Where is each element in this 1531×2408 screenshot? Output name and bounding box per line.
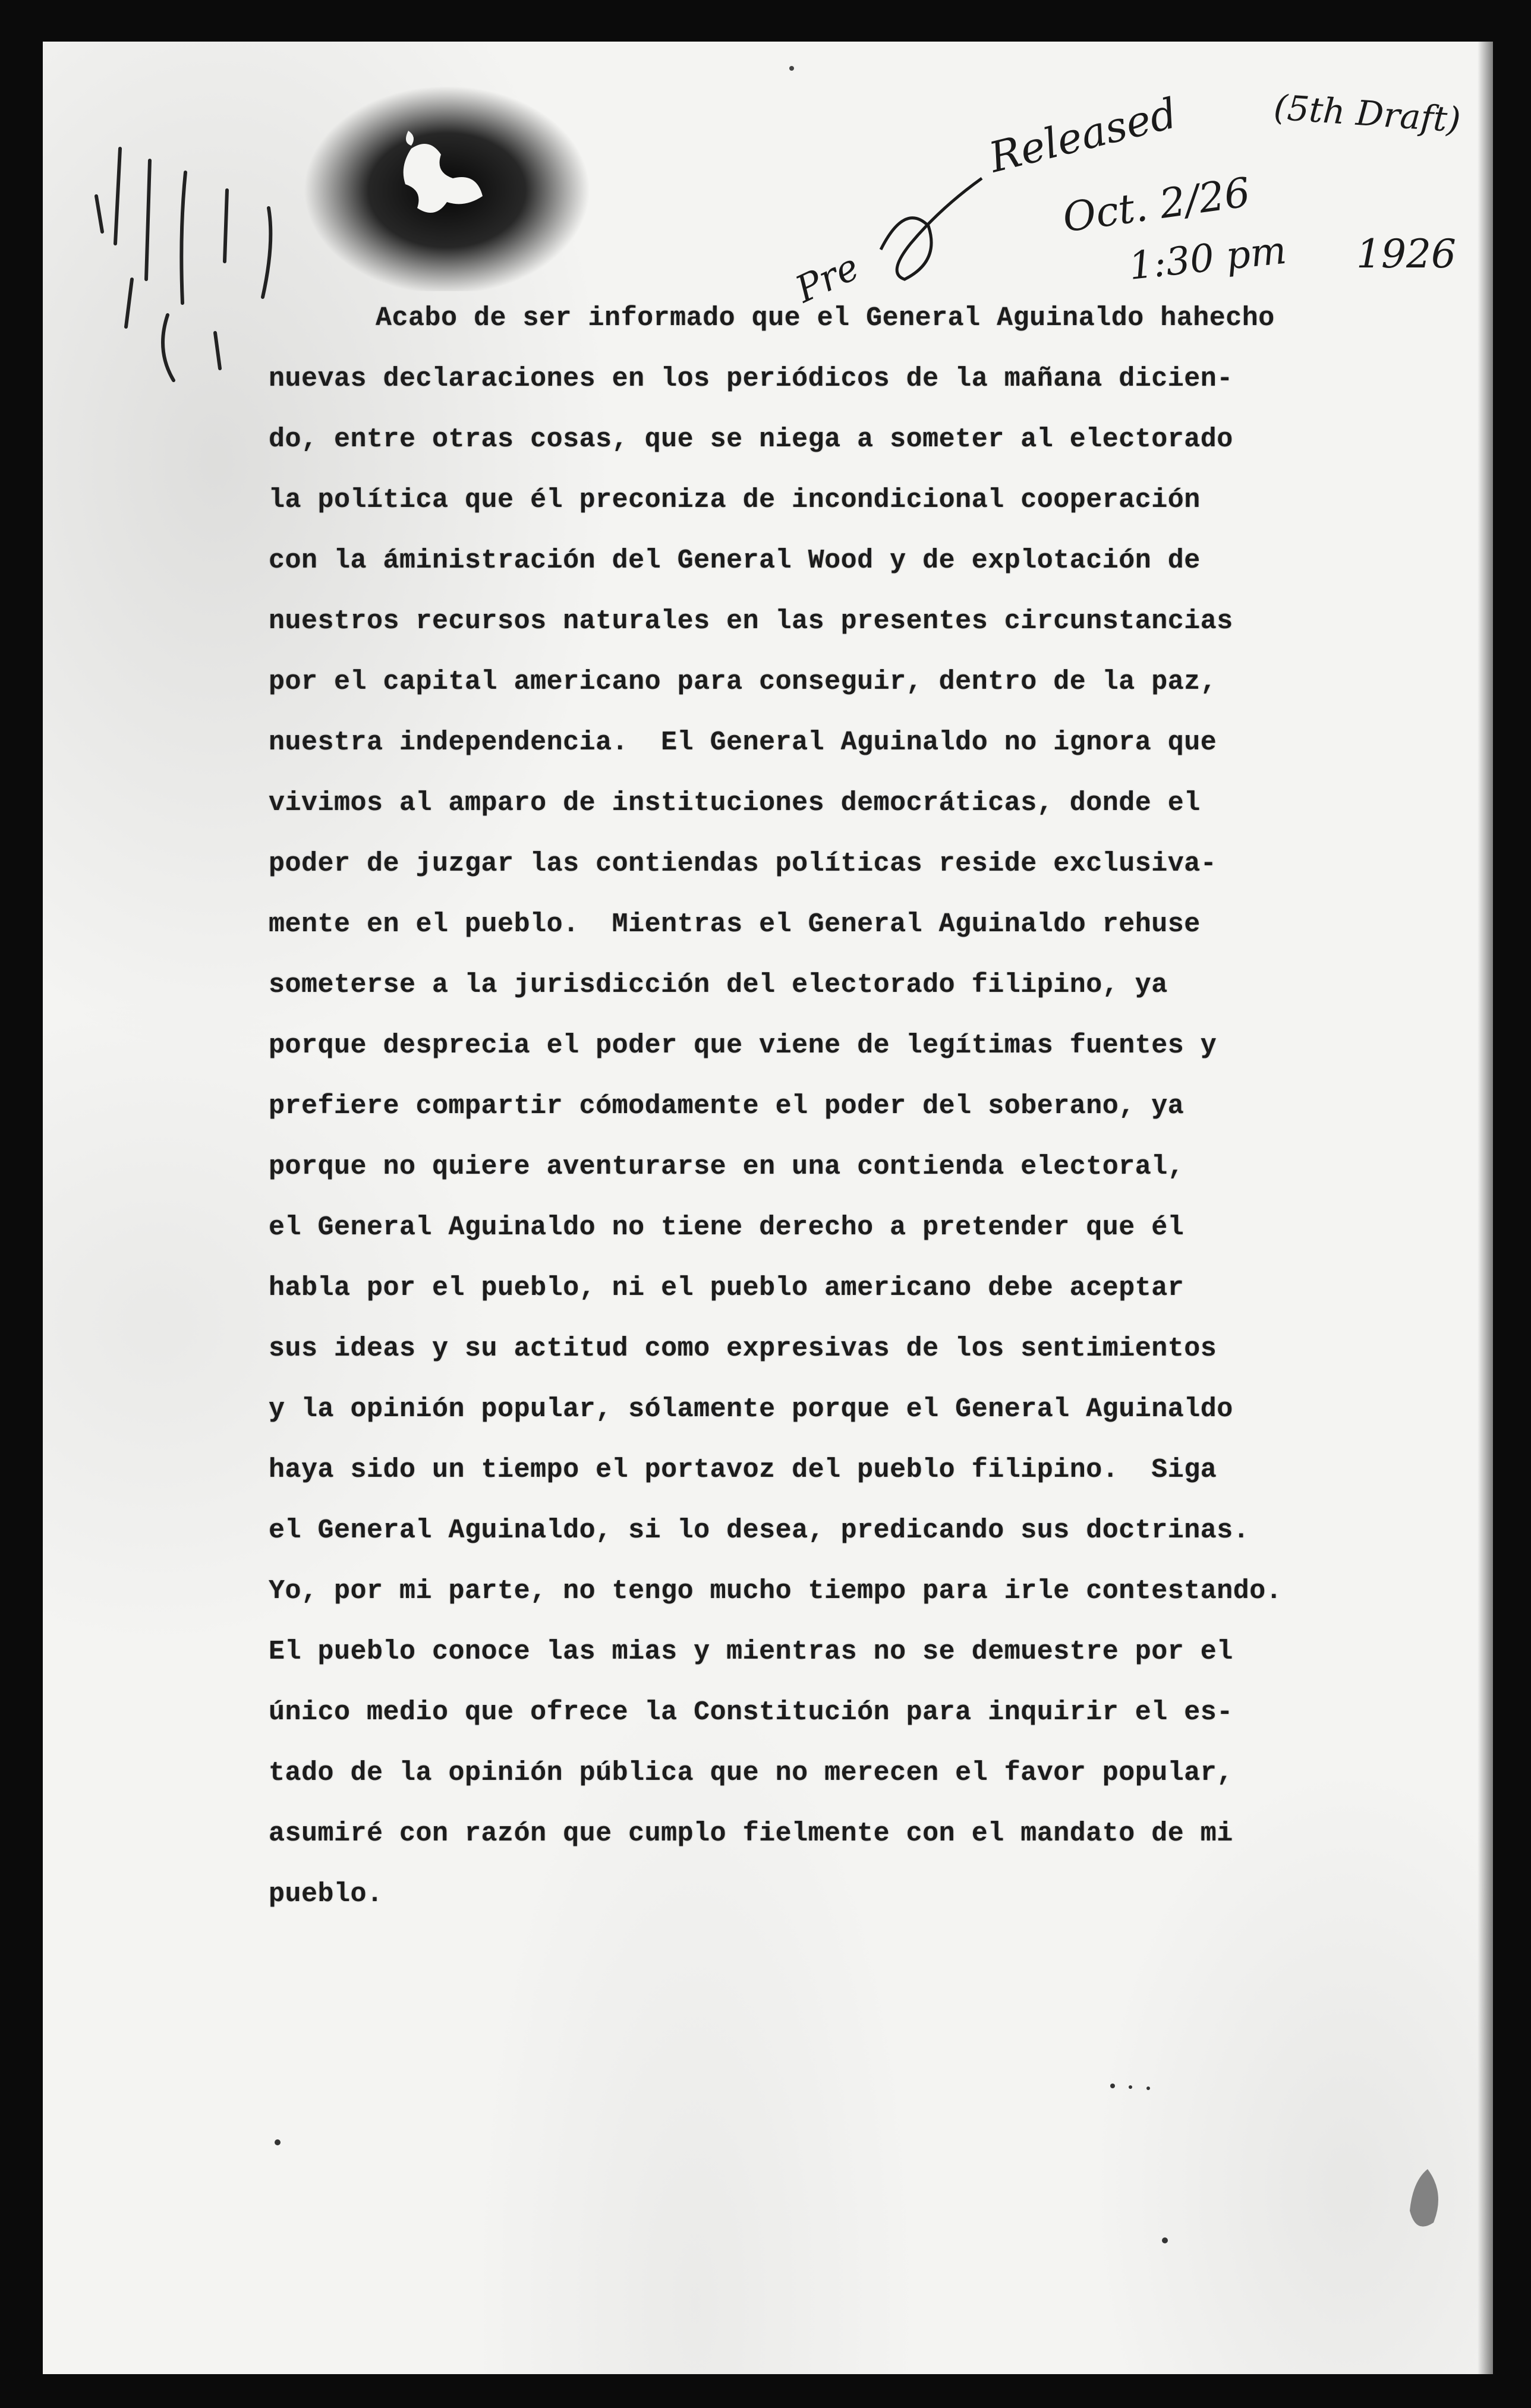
body-line: nuevas declaraciones en los periódicos de la mañana dicien- [269, 364, 1233, 394]
paper-right-edge-shadow [1478, 42, 1493, 2374]
body-line: por el capital americano para conseguir, dentro de la paz, [269, 667, 1217, 697]
body-line: vivimos al amparo de instituciones democráticas, donde el [269, 788, 1201, 818]
body-line: único medio que ofrece la Constitución para inquirir el es- [269, 1697, 1233, 1728]
body-line: el General Aguinaldo no tiene derecho a pretender que él [269, 1212, 1185, 1243]
body-line: nuestra independencia. El General Aguinaldo no ignora que [269, 727, 1217, 758]
body-line: tado de la opinión pública que no merecen el favor popular, [269, 1758, 1233, 1788]
body-line: sus ideas y su actitud como expresivas de los sentimientos [269, 1334, 1217, 1364]
body-line: Yo, por mi parte, no tengo mucho tiempo para irle contestando. [269, 1576, 1283, 1606]
body-line: poder de juzgar las contiendas políticas reside exclusiva- [269, 849, 1217, 879]
draft-note: (5th Draft) [1272, 87, 1462, 140]
body-line: someterse a la jurisdicción del electorado filipino, ya [269, 970, 1168, 1000]
letter-body [269, 288, 1445, 1925]
body-line: el General Aguinaldo, si lo desea, predicando sus doctrinas. [269, 1515, 1250, 1546]
body-line: pueblo. [269, 1879, 383, 1909]
handwritten-annotations [786, 53, 1487, 315]
body-line: haya sido un tiempo el portavoz del pueblo filipino. Siga [269, 1455, 1217, 1485]
body-line: El pueblo conoce las mias y mientras no se demuestre por el [269, 1637, 1233, 1667]
year-note: 1926 [1356, 231, 1456, 277]
body-line: porque no quiere aventurarse en una contienda electoral, [269, 1152, 1185, 1182]
release-date: Oct. 2/26 [1060, 169, 1253, 242]
body-line: prefiere compartir cómodamente el poder del soberano, ya [269, 1091, 1185, 1121]
initials-flourish [881, 178, 982, 279]
body-line: porque desprecia el poder que viene de legítimas fuentes y [269, 1030, 1217, 1061]
body-line: do, entre otras cosas, que se niega a someter al electorado [269, 424, 1233, 455]
body-line: nuestros recursos naturales en las presentes circunstancias [269, 606, 1233, 636]
body-line: y la opinión popular, sólamente porque el General Aguinaldo [269, 1394, 1233, 1424]
body-line: habla por el pueblo, ni el pueblo americano debe aceptar [269, 1273, 1185, 1303]
burn-stain-mark [286, 77, 619, 291]
release-time: 1:30 pm [1126, 228, 1289, 289]
initials-note: Pre [789, 244, 866, 311]
body-line: mente en el pueblo. Mientras el General Aguinaldo rehuse [269, 909, 1201, 940]
body-line: la política que él preconiza de incondicional cooperación [269, 485, 1201, 515]
released-note: Released [984, 89, 1182, 182]
body-line: asumiré con razón que cumplo fielmente con el mandato de mi [269, 1818, 1233, 1849]
body-line: Acabo de ser informado que el General Aguinaldo hahecho [376, 303, 1275, 333]
body-line: con la áministración del General Wood y de explotación de [269, 546, 1201, 576]
paper-sheet [43, 42, 1493, 2374]
